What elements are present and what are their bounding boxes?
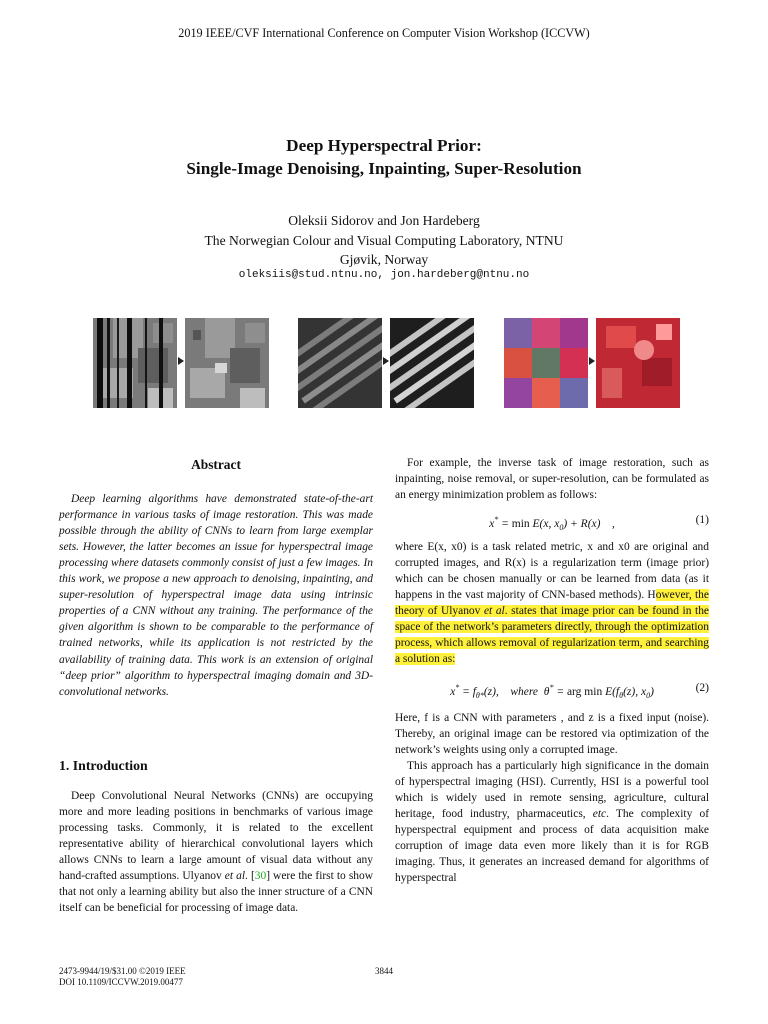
affiliation: The Norwegian Colour and Visual Computing Laboratory, NTNU	[204, 232, 564, 248]
paragraph-text: where E(x, x0) is a task related metric, x and x0 are original and corrupted images, and R(x) is a regularization term (image prior) which can be chosen manually or can be learned from data (as it happens in the vast majority of CNN-based methods). H	[395, 541, 709, 602]
arrow-icon	[383, 357, 389, 365]
paragraph-text: . The complexity of hyperspectral equipment and process of data acquisition make corruption of image data even more likely than it is for RGB imaging. Thus, it generates an increased demand for algorithms of hyperspectral	[395, 807, 709, 884]
equation-2-expression: $x^* = f_{\theta*}(z)$, where θ* = arg $\min E(f_\theta(z)$, $x_0$)	[450, 682, 654, 700]
authors: Oleksii Sidorov and Jon Hardeberg	[288, 213, 480, 228]
paragraph-energy-minimization: For example, the inverse task of image restoration, such as inpainting, noise removal, or super-resolution, can be formulated as an energy minimization problem as follows:	[395, 457, 709, 502]
author-block	[0, 211, 768, 270]
arrow-icon	[178, 357, 184, 365]
equation-1	[395, 503, 709, 539]
title-line-2: Single-Image Denoising, Inpainting, Super-Resolution	[186, 159, 582, 178]
paragraph-hyperspectral	[395, 758, 709, 886]
equation-2	[395, 668, 709, 710]
title-line-1: Deep Hyperspectral Prior:	[286, 136, 482, 155]
equation-2-number: (2)	[695, 681, 709, 694]
equation-1-expression: x* = min E(x, $x_0) + R(x)$ ,	[489, 515, 615, 533]
teaser-figure	[93, 318, 683, 408]
paper-title	[0, 134, 768, 180]
denoising-output-image	[390, 318, 474, 408]
highlighted-text-part: . states that image prior can be found in the space of the network’s parameters directly, through the optimization process, which allows removal of regularization term, and searching a solution as:	[395, 605, 709, 666]
paragraph-regularization	[395, 539, 709, 667]
paragraph-cnn-parameters: Here, f is a CNN with parameters , and z is a fixed input (noise). Thereby, an original image can be restored via optimization of the network’s weights using only a corrupted image.	[395, 711, 709, 756]
abstract-text: Deep learning algorithms have demonstrated state-of-the-art performance in various tasks of image restoration. This was made possible through the ability of CNNs to learn from large exemplar sets. However, the latter becomes an issue for hyperspectral image processing where datasets commonly consist of just a few images. In this work, we propose a new approach to denoising, inpainting, and super-resolution of hyperspectral image data using intrinsic properties of a CNN without any training. The performance of the given algorithm is shown to be comparable to the performance of trained networks, while its application is not restricted by the availability of training data. This work is an extension of original “deep prior” algorithm to hyperspectral imaging domain and 3D-convolutional networks.	[59, 493, 373, 698]
inpainting-input-image	[93, 318, 177, 408]
highlighted-text-part: owever, the theory of Ulyanov	[395, 589, 709, 618]
citation-link[interactable]: 30	[254, 869, 267, 882]
section-heading-introduction: 1. Introduction	[59, 757, 148, 773]
intro-paragraph	[59, 788, 373, 916]
arrow-icon	[589, 357, 595, 365]
right-column	[395, 455, 709, 886]
conference-header: 2019 IEEE/CVF International Conference on Computer Vision Workshop (ICCVW)	[178, 26, 590, 40]
location: Gjøvik, Norway	[339, 252, 429, 267]
left-column	[59, 455, 373, 916]
intro-text: Deep Convolutional Neural Networks (CNNs) are occupying more and more leading positions in benchmarks of various image processing tasks. Commonly, it is related to the excellent representative ability of hierarchical convolutional layers which allows CNNs to learn a large amount of visual data without any hand-crafted assumptions. Ulyanov	[59, 789, 373, 882]
footer-issn: 2473-9944/19/$31.00 ©2019 IEEE	[59, 966, 186, 976]
footer-doi: DOI 10.1109/ICCVW.2019.00477	[59, 977, 183, 987]
author-emails: oleksiis@stud.ntnu.no, jon.hardeberg@ntnu.no	[238, 269, 530, 281]
paragraph-text: This approach has a particularly high significance in the domain of hyperspectral imaging (HSI). Currently, HSI is a powerful tool which is widely used in remote sensing, agriculture, cultural heritage, food industry, pharmaceutics,	[395, 759, 709, 820]
et-al: et al	[483, 605, 505, 618]
super-resolution-input-image	[504, 318, 588, 408]
intro-text: ] were the first to show that not only a learning ability but also the inner structure of a CNN itself can be beneficial for processing of image data.	[59, 869, 373, 915]
et-al: et al	[224, 869, 246, 882]
super-resolution-output-image	[596, 318, 680, 408]
denoising-input-image	[298, 318, 382, 408]
abstract-heading: Abstract	[191, 457, 241, 472]
intro-text: . [	[245, 869, 255, 882]
equation-1-number: (1)	[695, 514, 709, 527]
inpainting-output-image	[185, 318, 269, 408]
page-number: 3844	[375, 966, 393, 976]
etc: etc	[592, 807, 607, 820]
